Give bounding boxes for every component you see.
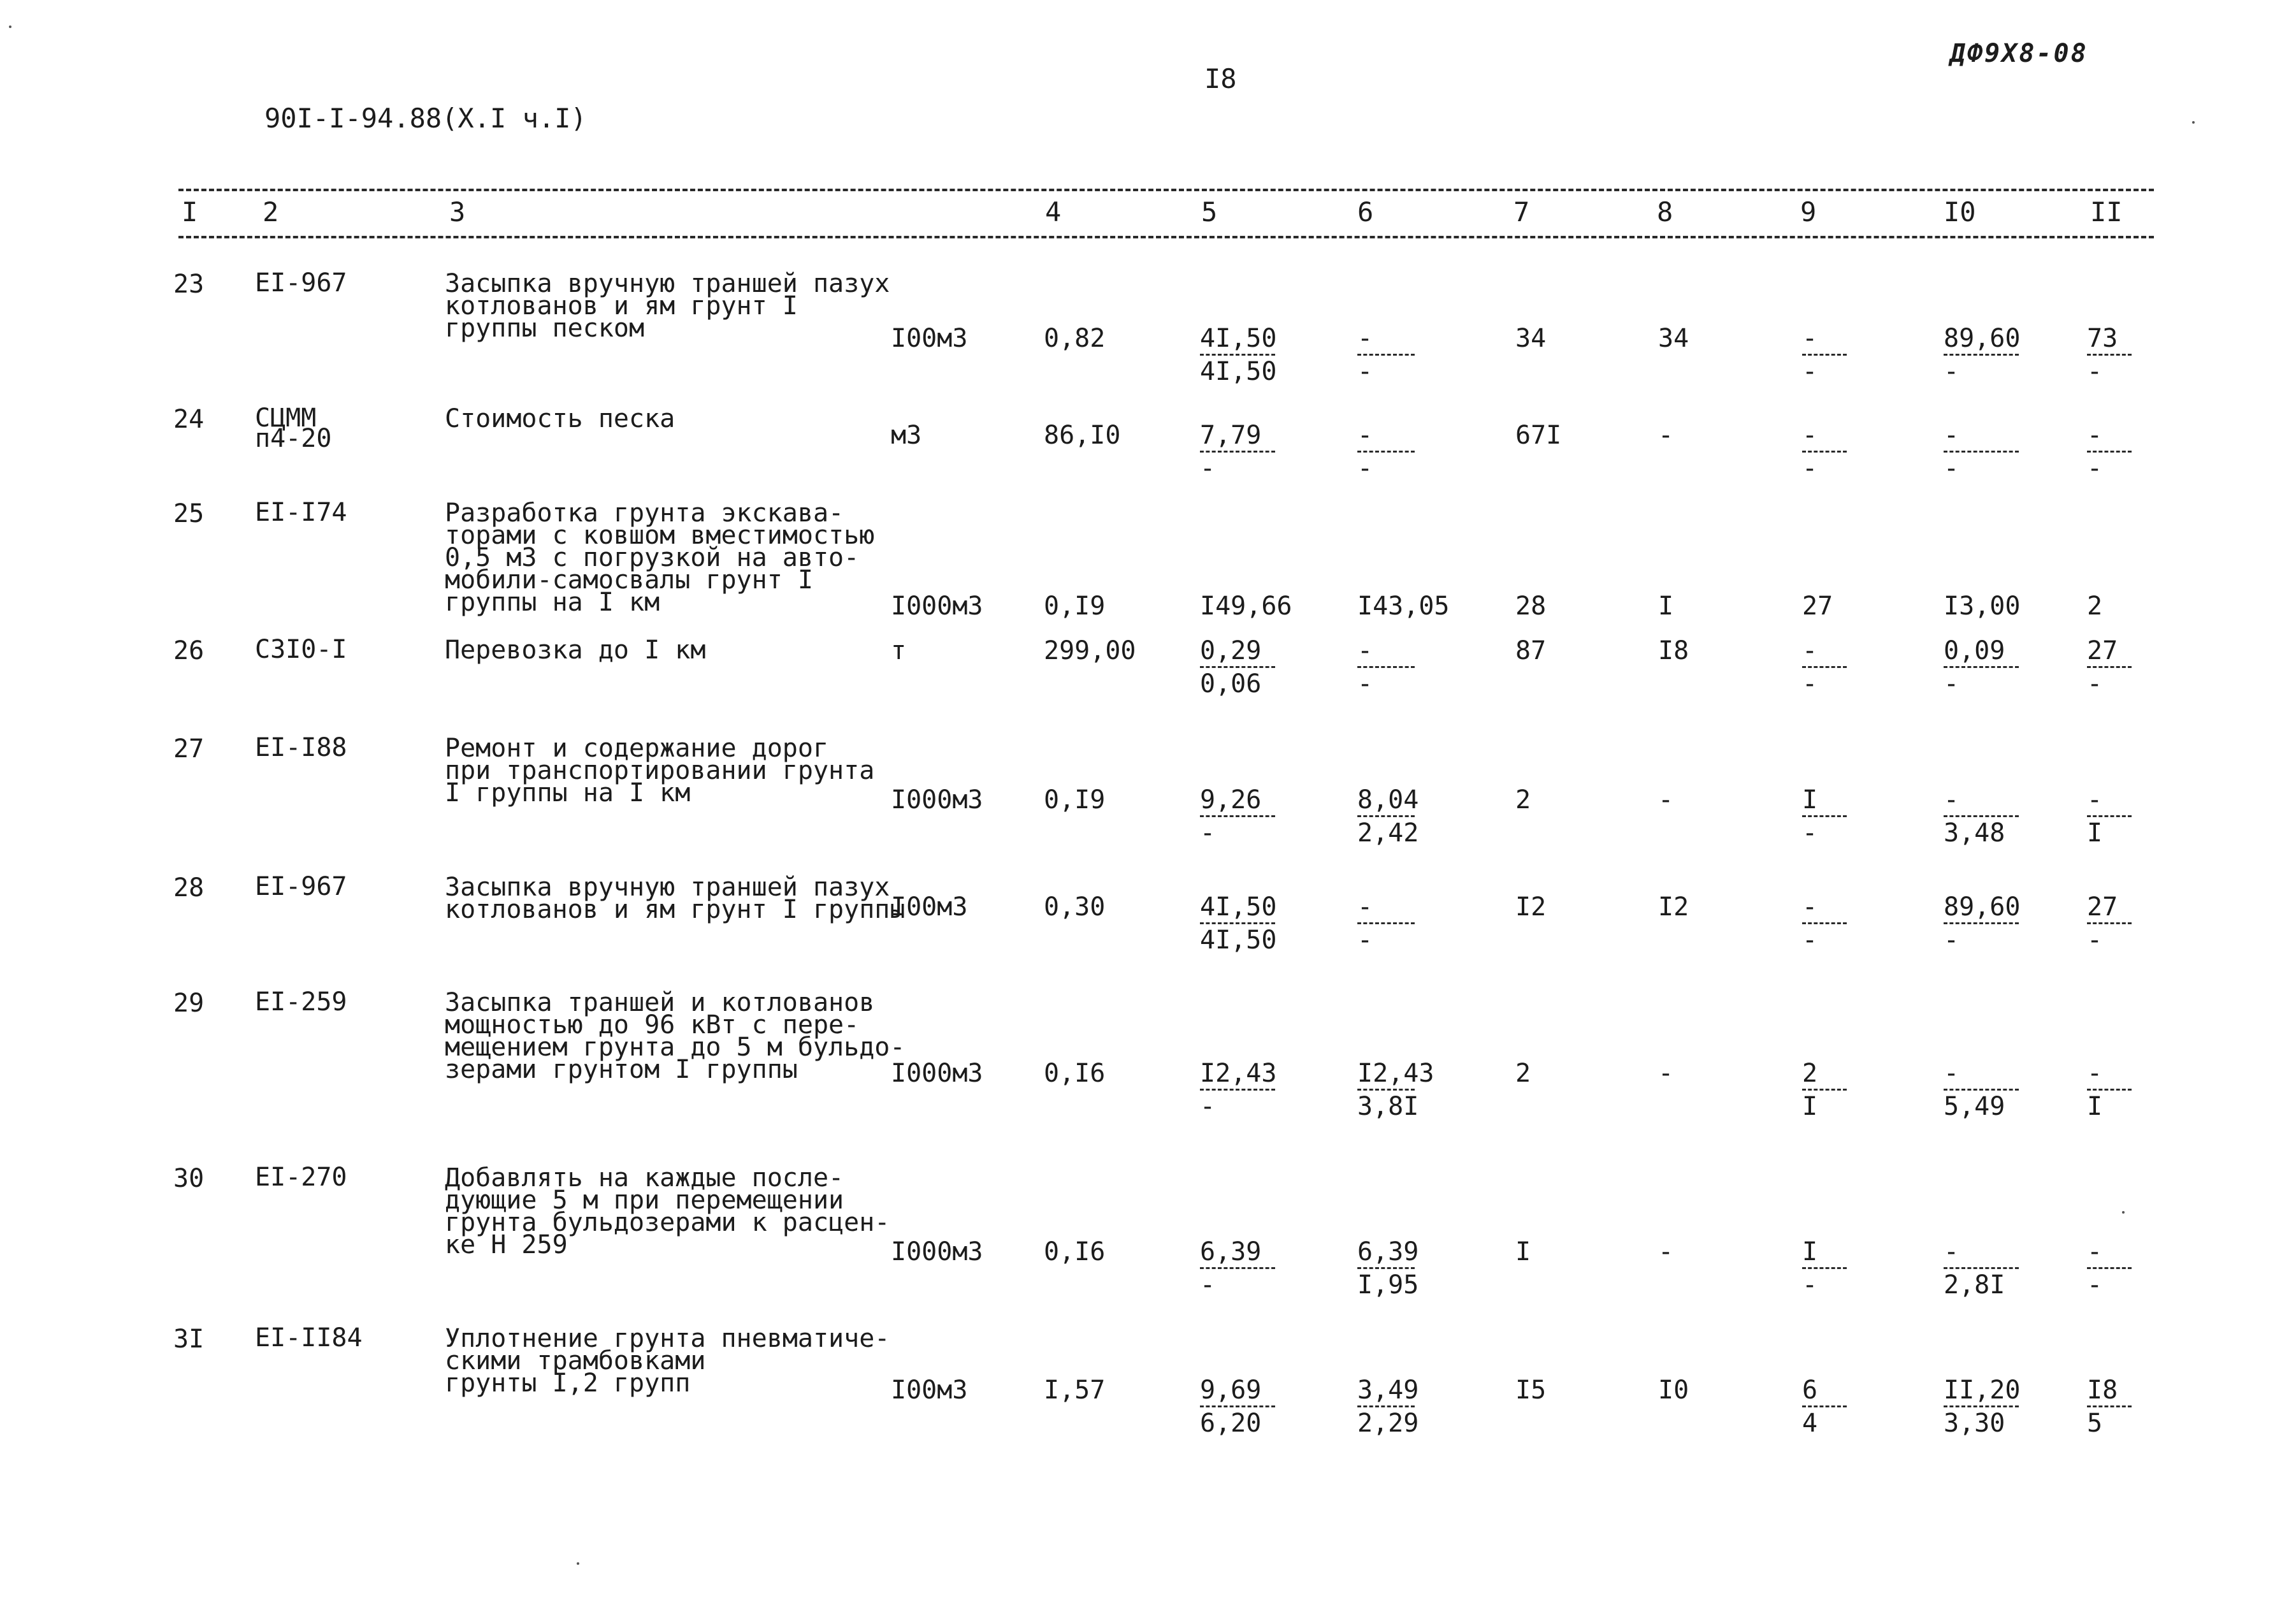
quantity: 0,30 [1044,892,1106,922]
fraction-bar [1357,1405,1415,1407]
fraction-bar [1944,666,2019,668]
cell-numerator: I8 [2087,1376,2118,1405]
cell-denominator: 6,20 [1200,1409,1262,1438]
column-header: 5 [1201,196,1218,228]
cell-value: I5 [1515,1376,1547,1405]
cell-denominator: - [1200,1270,1216,1300]
fraction-bar [1802,1405,1847,1407]
work-description: Засыпка траншей и котлованов мощностью до 96 кВт с пере- мещением грунта до 5 м бульдо- зерами грунтом I группы [445,988,906,1084]
cell-numerator: - [2087,1237,2103,1267]
column-header: 3 [449,196,466,228]
cell-denominator: - [1944,669,1960,699]
cell-denominator: - [1357,669,1373,699]
cell-numerator: - [1944,1059,1960,1088]
row-number: 24 [173,405,205,434]
cell-numerator: 8,04 [1357,785,1419,815]
cell-value: - [1658,1059,1674,1088]
cell-denominator: - [2087,357,2103,386]
quantity: 0,82 [1044,324,1106,353]
work-description: Стоимость песка [445,404,675,433]
fraction-bar [1357,451,1415,453]
cell-numerator: - [1802,892,1818,922]
norm-code: EI-270 [255,1163,347,1192]
quantity: 86,I0 [1044,421,1121,450]
fraction-bar [1944,1089,2019,1091]
fraction-bar [1200,1089,1275,1091]
cell-numerator: I [1802,785,1818,815]
norm-code: С3I0-I [255,635,347,664]
row-number: 3I [173,1325,205,1354]
cell-value: 27 [1802,592,1833,621]
cell-numerator: I2,43 [1357,1059,1434,1088]
cell-denominator: - [1200,818,1216,848]
cell-value: I3,00 [1944,592,2021,621]
norm-code: EI-967 [255,872,347,901]
fraction-bar [1200,1267,1275,1269]
fraction-bar [1357,1089,1415,1091]
cell-denominator: - [1802,818,1818,848]
cell-numerator: - [1802,324,1818,353]
fraction-bar [1802,354,1847,356]
fraction-bar [1802,922,1847,924]
fraction-bar [1200,922,1275,924]
cell-numerator: 6,39 [1200,1237,1262,1267]
quantity: 0,I9 [1044,592,1106,621]
fraction-bar [1357,354,1415,356]
cell-value: 2 [1515,785,1531,815]
norm-code: EI-II84 [255,1323,363,1353]
cell-numerator: 27 [2087,636,2118,665]
cell-numerator: - [1944,785,1960,815]
cell-denominator: - [1802,669,1818,699]
cell-value: 87 [1515,636,1547,665]
column-header: 7 [1513,196,1530,228]
norm-code: EI-I88 [255,733,347,762]
fraction-bar [2087,815,2132,817]
column-header: I0 [1944,196,1976,228]
cell-value: - [1658,785,1674,815]
cell-value: 2 [2087,592,2103,621]
fraction-bar [1357,922,1415,924]
fraction-bar [2087,1405,2132,1407]
fraction-bar [1200,354,1275,356]
cell-denominator: - [1944,454,1960,483]
cell-value: I [1515,1237,1531,1267]
cell-numerator: - [1802,421,1818,450]
cell-denominator: 4I,50 [1200,357,1277,386]
cell-numerator: - [1802,636,1818,665]
cell-numerator: 6 [1802,1376,1818,1405]
row-number: 26 [173,636,205,665]
scan-speck [2192,121,2195,124]
cell-numerator: - [1357,324,1373,353]
quantity: 0,I6 [1044,1237,1106,1267]
cell-value: I2 [1658,892,1689,922]
work-description: Засыпка вручную траншей пазух котлованов и ям грунт I группы песком [445,269,890,343]
cell-numerator: 4I,50 [1200,892,1277,922]
cell-value: 34 [1515,324,1547,353]
cell-numerator: 6,39 [1357,1237,1419,1267]
cell-numerator: I [1802,1237,1818,1267]
cell-denominator: - [1802,926,1818,955]
column-header: 2 [263,196,279,228]
page-number: I8 [1204,63,1237,94]
fraction-bar [1200,1405,1275,1407]
cell-numerator: 0,09 [1944,636,2005,665]
cell-numerator: 73 [2087,324,2118,353]
work-description: Добавлять на каждые после- дующие 5 м при перемещении грунта бульдозерами к расцен- ке Н 259 [445,1163,890,1260]
row-number: 28 [173,873,205,903]
fraction-bar [1200,451,1275,453]
fraction-bar [1944,1405,2019,1407]
fraction-bar [2087,354,2132,356]
quantity: 0,I6 [1044,1059,1106,1088]
fraction-bar [1802,666,1847,668]
cell-numerator: - [1944,421,1960,450]
unit-of-measure: I000м3 [891,785,983,815]
cell-numerator: I2,43 [1200,1059,1277,1088]
cell-denominator: - [1357,357,1373,386]
norm-code: EI-967 [255,268,347,298]
cell-numerator: II,20 [1944,1376,2021,1405]
cell-value: I0 [1658,1376,1689,1405]
cell-denominator: I [2087,818,2103,848]
cell-numerator: - [2087,785,2103,815]
fraction-bar [1802,451,1847,453]
cell-value: 28 [1515,592,1547,621]
cell-denominator: 4I,50 [1200,926,1277,955]
cell-denominator: - [1200,454,1216,483]
cell-denominator: - [1357,926,1373,955]
unit-of-measure: I00м3 [891,1376,968,1405]
unit-of-measure: I000м3 [891,592,983,621]
fraction-bar [1944,815,2019,817]
cell-numerator: 3,49 [1357,1376,1419,1405]
fraction-bar [1802,815,1847,817]
cell-denominator: 2,42 [1357,818,1419,848]
fraction-bar [1200,666,1275,668]
cell-denominator: I [2087,1092,2103,1121]
cell-value: 34 [1658,324,1689,353]
cell-numerator: - [2087,1059,2103,1088]
work-description: Перевозка до I км [445,635,706,665]
cell-denominator: - [1802,454,1818,483]
unit-of-measure: I00м3 [891,892,968,922]
column-header: 6 [1357,196,1374,228]
cell-denominator: - [1357,454,1373,483]
cell-denominator: 5 [2087,1409,2103,1438]
row-number: 23 [173,270,205,299]
cell-numerator: - [1944,1237,1960,1267]
unit-of-measure: I000м3 [891,1059,983,1088]
cell-denominator: - [1802,1270,1818,1300]
fraction-bar [1200,815,1275,817]
quantity: 0,I9 [1044,785,1106,815]
row-number: 30 [173,1164,205,1193]
fraction-bar [2087,451,2132,453]
cell-denominator: 3,48 [1944,818,2005,848]
fraction-bar [2087,1267,2132,1269]
cell-denominator: I,95 [1357,1270,1419,1300]
scan-speck [9,25,11,28]
cell-denominator: 4 [1802,1409,1818,1438]
norm-code: EI-I74 [255,498,347,527]
column-header: II [2090,196,2123,228]
fraction-bar [2087,666,2132,668]
column-header: 8 [1657,196,1673,228]
fraction-bar [2087,922,2132,924]
header-bottom-rule [178,236,2154,238]
unit-of-measure: I00м3 [891,324,968,353]
cell-denominator: 3,8I [1357,1092,1419,1121]
cell-denominator: - [1200,1092,1216,1121]
cell-value: I8 [1658,636,1689,665]
scan-speck [577,1562,579,1565]
cell-denominator: 0,06 [1200,669,1262,699]
cell-value: 2 [1515,1059,1531,1088]
cell-numerator: 89,60 [1944,892,2021,922]
cell-denominator: - [1944,357,1960,386]
cell-numerator: 7,79 [1200,421,1262,450]
cell-denominator: - [2087,926,2103,955]
row-number: 29 [173,989,205,1018]
scan-speck [2122,1211,2125,1214]
work-description: Уплотнение грунта пневматиче- скими трамбовками грунты I,2 групп [445,1324,890,1398]
work-description: Ремонт и содержание дорог при транспортировании грунта I группы на I км [445,734,875,808]
cell-value: I43,05 [1357,592,1450,621]
work-description: Разработка грунта экскава- торами с ковшом вместимостью 0,5 м3 с погрузкой на авто- мобили-самосвалы грунт I группы на I км [445,498,875,617]
row-number: 27 [173,734,205,764]
unit-of-measure: т [891,636,907,665]
cell-value: - [1658,421,1674,450]
cell-denominator: 5,49 [1944,1092,2005,1121]
fraction-bar [2087,1089,2132,1091]
column-header: 9 [1800,196,1817,228]
quantity: I,57 [1044,1376,1106,1405]
archive-stamp: ДФ9Х8-08 [1950,39,2088,68]
fraction-bar [1944,922,2019,924]
cell-numerator: - [1357,421,1373,450]
work-description: Засыпка вручную траншей пазух котлованов и ям грунт I группы [445,873,906,924]
header-top-rule [178,189,2154,191]
cell-numerator: - [2087,421,2103,450]
norm-code: EI-259 [255,987,347,1017]
quantity: 299,00 [1044,636,1136,665]
cell-value: I2 [1515,892,1547,922]
cell-numerator: 0,29 [1200,636,1262,665]
cell-value: I49,66 [1200,592,1292,621]
fraction-bar [1802,1267,1847,1269]
cell-numerator: 9,26 [1200,785,1262,815]
unit-of-measure: м3 [891,421,922,450]
fraction-bar [1944,354,2019,356]
cell-denominator: - [2087,1270,2103,1300]
cell-denominator: - [1944,926,1960,955]
cell-numerator: 89,60 [1944,324,2021,353]
cell-numerator: - [1357,892,1373,922]
cell-denominator: 3,30 [1944,1409,2005,1438]
cell-denominator: 2,29 [1357,1409,1419,1438]
fraction-bar [1944,451,2019,453]
cell-denominator: - [2087,669,2103,699]
fraction-bar [1357,1267,1415,1269]
unit-of-measure: I000м3 [891,1237,983,1267]
cell-value: - [1658,1237,1674,1267]
column-header: 4 [1045,196,1062,228]
cell-numerator: 4I,50 [1200,324,1277,353]
cell-numerator: 2 [1802,1059,1818,1088]
cell-denominator: 2,8I [1944,1270,2005,1300]
fraction-bar [1944,1267,2019,1269]
cell-numerator: - [1357,636,1373,665]
cell-value: 67I [1515,421,1562,450]
cell-value: I [1658,592,1674,621]
norm-code: СЦММ п4-20 [255,403,332,453]
cell-numerator: 27 [2087,892,2118,922]
column-header: I [182,196,198,228]
cell-denominator: I [1802,1092,1818,1121]
document-code: 90I-I-94.88(X.I ч.I) [264,103,587,134]
cell-denominator: - [2087,454,2103,483]
fraction-bar [1357,815,1415,817]
row-number: 25 [173,499,205,528]
cell-denominator: - [1802,357,1818,386]
fraction-bar [1802,1089,1847,1091]
cell-numerator: 9,69 [1200,1376,1262,1405]
fraction-bar [1357,666,1415,668]
